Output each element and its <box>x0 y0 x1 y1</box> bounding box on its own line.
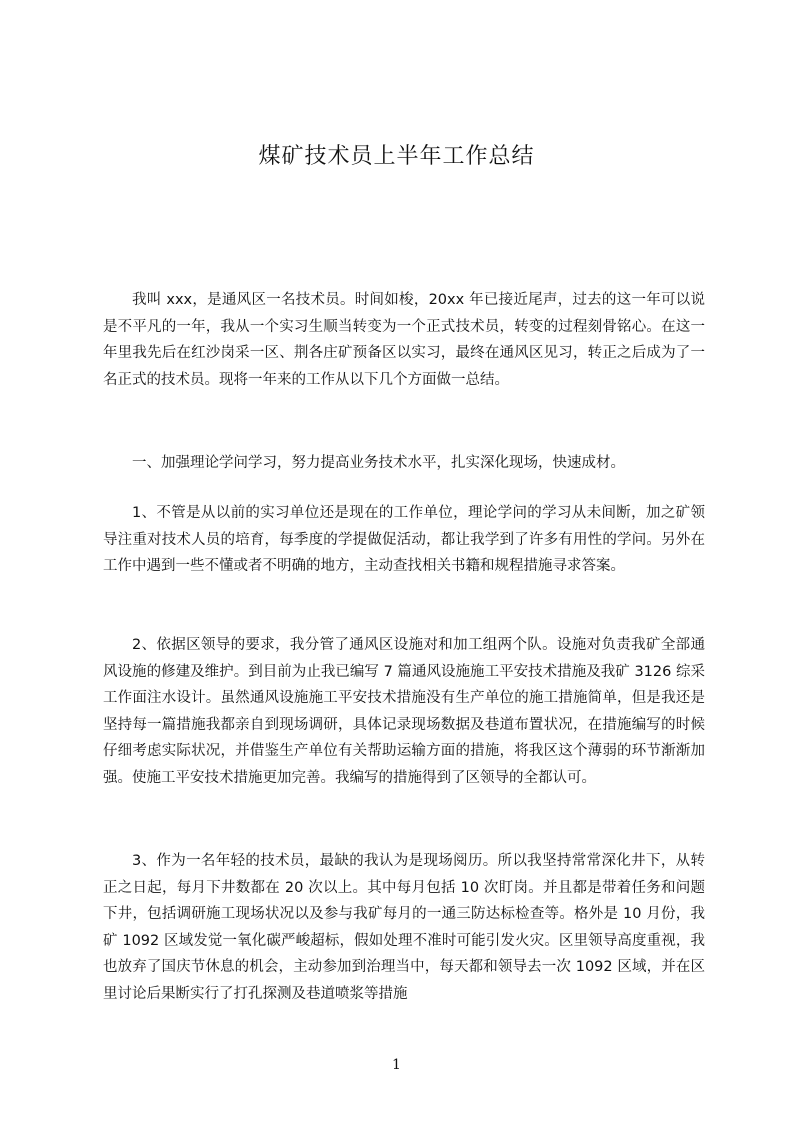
document-title: 煤矿技术员上半年工作总结 <box>258 144 535 169</box>
section-heading: 一、加强理论学问学习，努力提高业务技术水平，扎实深化现场，快速成材。 <box>132 455 625 471</box>
page-number: 1 <box>392 1057 401 1073</box>
item-paragraph-3: 3、作为一名年轻的技术员，最缺的我认为是现场阅历。所以我坚持常常深化井下，从转正之日起，每月下井数都在 20 次以上。其中每月包括 10 次盯岗。并且都是带着任务和问题下井，包括调研施工现场状况以及参与我矿每月的一通三防达标检查等。格外是 10 月份，我矿 1092 区域发觉一氧化碳严峻超标，假如处理不准时可能引发火灾。区里领导高度重视，我也放弃了国庆节休息的机会，主动参加到治理当中，每天都和领导去一次 1092 区域，并在区里讨论后果断实行了打孔探测及巷道喷浆等措施 <box>103 853 705 1002</box>
item-paragraph-1: 1、不管是从以前的实习单位还是现在的工作单位，理论学问的学习从未间断，加之矿领导注重对技术人员的培育，每季度的学提做促活动，都让我学到了许多有用性的学问。另外在工作中遇到一些不懂或者不明确的地方，主动查找相关书籍和规程措施寻求答案。 <box>103 505 705 575</box>
item-paragraph-2: 2、依据区领导的要求，我分管了通风区设施对和加工组两个队。设施对负责我矿全部通风设施的修建及维护。到目前为止我已编写 7 篇通风设施施工平安技术措施及我矿 3126 综采工作面注水设计。虽然通风设施施工平安技术措施没有生产单位的施工措施简单，但是我还是坚持每一篇措施我都亲自到现场调研，具体记录现场数据及巷道布置状况，在措施编写的时候仔细考虑实际状况，并借鉴生产单位有关帮助运输方面的措施，将我区这个薄弱的环节渐渐加强。使施工平安技术措施更加完善。我编写的措施得到了区领导的全都认可。 <box>103 637 705 786</box>
intro-paragraph: 我叫 xxx，是通风区一名技术员。时间如梭，20xx 年已接近尾声，过去的这一年可以说是不平凡的一年，我从一个实习生顺当转变为一个正式技术员，转变的过程刻骨铭心。在这一年里我先后在红沙岗采一区、荆各庄矿预备区以实习，最终在通风区见习，转正之后成为了一名正式的技术员。现将一年来的工作从以下几个方面做一总结。 <box>103 292 705 388</box>
